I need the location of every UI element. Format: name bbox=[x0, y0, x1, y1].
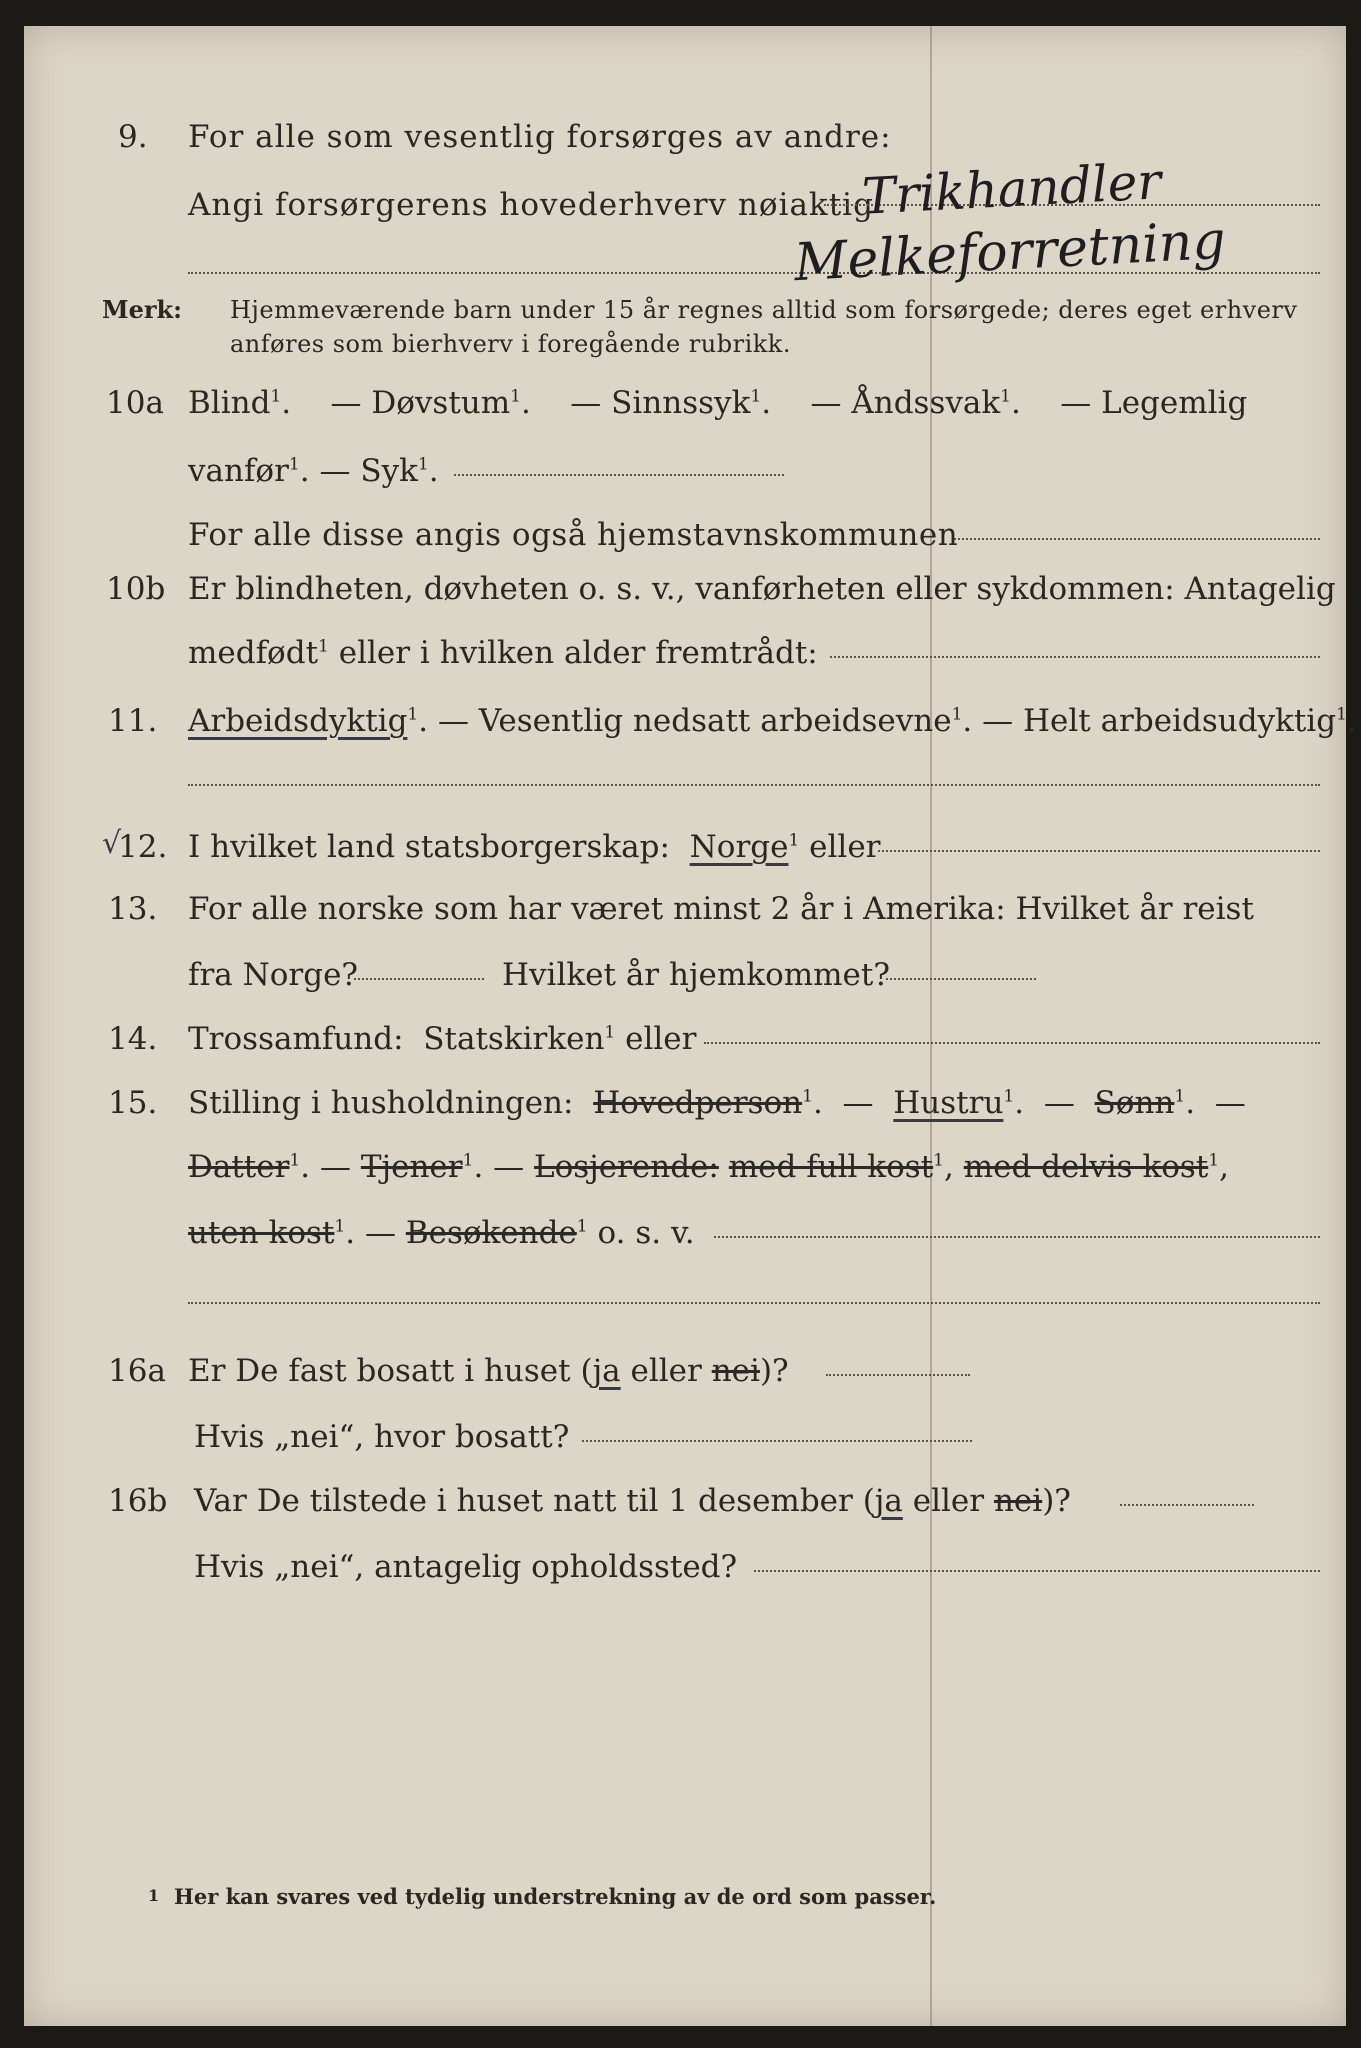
q16b-close: )? bbox=[1042, 1483, 1071, 1519]
q15-hustru: Hustru bbox=[893, 1085, 1004, 1121]
q14-number: 14. bbox=[108, 1021, 158, 1057]
q13-number: 13. bbox=[108, 891, 158, 927]
q11-row: Arbeidsdyktig$^1$. — Vesentlig nedsatt arbeidsevne$^1$. — Helt arbeidsudyktig$^1$. bbox=[188, 703, 1357, 739]
q10a-vanfor: vanfør bbox=[188, 453, 289, 489]
q16a-close: )? bbox=[759, 1353, 789, 1389]
q12-norge: Norge bbox=[689, 829, 789, 865]
q12-answer-line bbox=[878, 850, 1320, 852]
q10a-syk: . — Syk bbox=[299, 453, 418, 489]
footnote-mark: 1 bbox=[148, 1886, 160, 1905]
census-form-page bbox=[24, 26, 1357, 2026]
q12-text: I hvilket land statsborgerskap: bbox=[188, 829, 670, 865]
q15-hovedperson: Hovedperson bbox=[593, 1085, 803, 1121]
q14-statskirken: Statskirken bbox=[423, 1021, 605, 1057]
q15-row3: uten kost$^1$. — Besøkende$^1$ o. s. v. bbox=[188, 1215, 695, 1251]
q10a-legemlig: — Legemlig bbox=[1060, 385, 1248, 421]
q13-reist-line bbox=[354, 978, 484, 980]
q10a-row2: vanfør$^1$. — Syk$^1$. bbox=[188, 453, 439, 489]
q11-number: 11. bbox=[108, 703, 158, 739]
q16b-line2: Hvis „nei“, antagelig opholdssted? bbox=[194, 1549, 738, 1585]
q15-answer-line1 bbox=[714, 1236, 1320, 1238]
q14-row: Trossamfund: Statskirken$^1$ eller bbox=[188, 1021, 697, 1057]
merk-label: Merk: bbox=[102, 295, 182, 324]
q15-uten-kost: uten kost bbox=[188, 1215, 335, 1251]
q15-losjerende: Losjerende: bbox=[534, 1149, 719, 1185]
q10b-line1: Er blindheten, døvheten o. s. v., vanførheten eller sykdommen: Antagelig bbox=[188, 571, 1336, 607]
q16a-eller: eller bbox=[620, 1353, 712, 1389]
q15-besokende: Besøkende bbox=[405, 1215, 577, 1251]
q13-hjemkommet-line bbox=[886, 978, 1036, 980]
q10b-line2rest: eller i hvilken alder fremtrådt: bbox=[328, 635, 818, 671]
q10a-answer-line bbox=[454, 474, 784, 476]
q10b-medfodt: medfødt bbox=[188, 635, 319, 671]
q10b-answer-line bbox=[830, 656, 1320, 658]
q11-helt: . — Helt arbeidsudyktig bbox=[962, 703, 1337, 739]
q16b-text: Var De tilstede i huset natt til 1 desember ( bbox=[194, 1483, 875, 1519]
q16a-number: 16a bbox=[108, 1353, 166, 1389]
q16b-answer-line bbox=[1120, 1504, 1254, 1506]
q16a-nei: nei bbox=[711, 1353, 760, 1389]
q15-datter: Datter bbox=[188, 1149, 290, 1185]
q15-row2: Datter$^1$. — Tjener$^1$. — Losjerende: med full kost$^1$, med delvis kost$^1$, bbox=[188, 1149, 1229, 1185]
q15-osv: o. s. v. bbox=[587, 1215, 695, 1251]
q14-label: Trossamfund: bbox=[188, 1021, 404, 1057]
q9-line2: Angi forsørgerens hovederhverv nøiaktig bbox=[188, 187, 874, 223]
q16b-opholdssted-line bbox=[754, 1570, 1320, 1572]
q16b-row bbox=[194, 1483, 1071, 1519]
q13-line2a: fra Norge? bbox=[188, 957, 359, 993]
q10b-number: 10b bbox=[106, 571, 166, 607]
q12-row: I hvilket land statsborgerskap: Norge$^1$ eller bbox=[188, 829, 881, 865]
q16b-nei: nei bbox=[993, 1483, 1043, 1519]
q10a-sinnssyk: — Sinnssyk bbox=[570, 385, 751, 421]
q9-handwritten-answer1: Trikhandler bbox=[860, 152, 1163, 226]
q16a-line2: Hvis „nei“, hvor bosatt? bbox=[194, 1419, 570, 1455]
q15-med-delvis-kost: med delvis kost bbox=[963, 1149, 1209, 1185]
q10a-line3: For alle disse angis også hjemstavnskommunen bbox=[188, 517, 959, 553]
q16a-bosatt-line bbox=[582, 1440, 972, 1442]
page-fold-line bbox=[930, 26, 932, 2026]
footnote-text: Her kan svares ved tydelig understrekning av de ord som passer. bbox=[174, 1884, 937, 1909]
q14-eller: eller bbox=[615, 1021, 697, 1057]
q10a-blind: Blind bbox=[188, 385, 271, 421]
q10b-line2: medfødt$^1$ eller i hvilken alder fremtrådt: bbox=[188, 635, 818, 671]
q15-med-full-kost: med full kost bbox=[728, 1149, 934, 1185]
merk-line1: Hjemmeværende barn under 15 år regnes alltid som forsørgede; deres eget erhverv bbox=[230, 296, 1298, 324]
q16a-ja: ja bbox=[592, 1353, 621, 1389]
q10a-number: 10a bbox=[106, 385, 164, 421]
q10a-row1: Blind$^1$. — Døvstum$^1$. — Sinnssyk$^1$. — Åndssvak$^1$. — Legemlig bbox=[188, 385, 1248, 421]
q15-row1: Stilling i husholdningen: Hovedperson$^1$. — Hustru$^1$. — Sønn$^1$. — bbox=[188, 1085, 1246, 1121]
q16a-answer-line bbox=[826, 1374, 970, 1376]
q15-answer-line2 bbox=[188, 1302, 1320, 1304]
q12-check-mark: √ bbox=[102, 826, 122, 861]
q11-end: . bbox=[1346, 703, 1357, 739]
q15-sonn: Sønn bbox=[1094, 1085, 1175, 1121]
q16a-text: Er De fast bosatt i huset ( bbox=[188, 1353, 593, 1389]
q12-eller: eller bbox=[799, 829, 881, 865]
q9-line1: For alle som vesentlig forsørges av andre: bbox=[188, 119, 892, 155]
q10a-hjemstavn-line bbox=[954, 538, 1320, 540]
q16b-ja: ja bbox=[874, 1483, 903, 1519]
q11-arbeidsdyktig: Arbeidsdyktig bbox=[188, 703, 408, 739]
q15-label: Stilling i husholdningen: bbox=[188, 1085, 574, 1121]
q15-tjener: Tjener bbox=[360, 1149, 463, 1185]
q10a-andssvak: — Åndssvak bbox=[810, 385, 1001, 421]
q10a-dovstum: — Døvstum bbox=[330, 385, 511, 421]
q11-vesentlig: . — Vesentlig nedsatt arbeidsevne bbox=[418, 703, 952, 739]
q9-number: 9. bbox=[118, 119, 148, 155]
q16b-eller: eller bbox=[902, 1483, 994, 1519]
q14-answer-line bbox=[704, 1042, 1320, 1044]
q16b-number: 16b bbox=[108, 1483, 168, 1519]
q13-line2b: Hvilket år hjemkommet? bbox=[502, 957, 890, 993]
q15-number: 15. bbox=[108, 1085, 158, 1121]
q13-line1: For alle norske som har været minst 2 år i Amerika: Hvilket år reist bbox=[188, 891, 1254, 927]
q16a-row bbox=[188, 1353, 789, 1389]
q12-number: 12. bbox=[118, 829, 168, 865]
q9-handwritten-answer2: Melkeforretning bbox=[792, 210, 1228, 294]
merk-line2: anføres som bierhverv i foregående rubrikk. bbox=[230, 330, 791, 358]
q11-answer-line bbox=[188, 784, 1320, 786]
